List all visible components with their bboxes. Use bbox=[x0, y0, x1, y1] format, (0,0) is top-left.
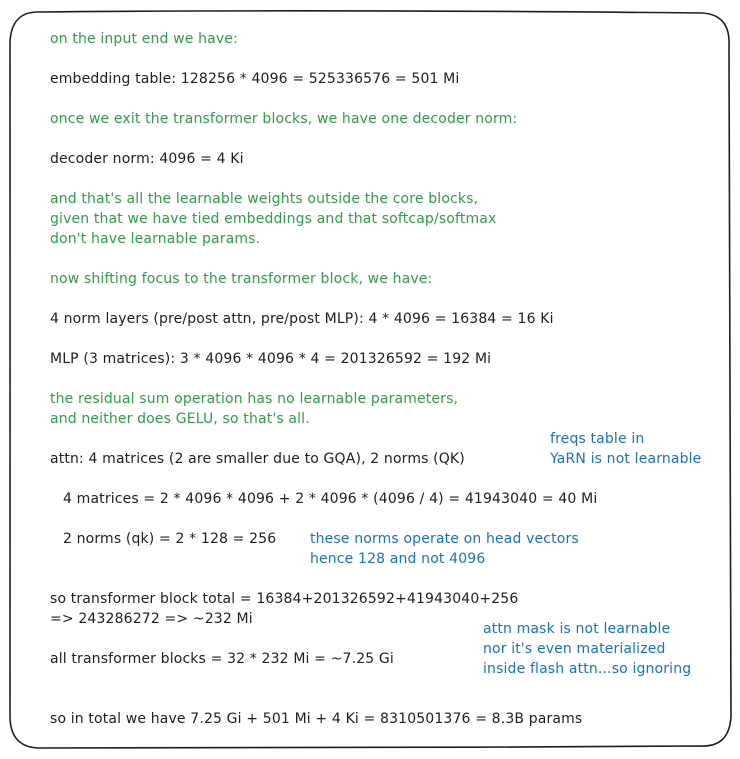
attn-line: attn: 4 matrices (2 are smaller due to GQA), 2 norms (QK) bbox=[50, 451, 465, 467]
note-learnable-2: given that we have tied embeddings and that softcap/softmax bbox=[50, 211, 497, 227]
qk-norms-line: 2 norms (qk) = 2 * 128 = 256 bbox=[63, 531, 277, 547]
note-attn-mask-3: inside flash attn...so ignoring bbox=[483, 661, 692, 677]
note-head-vectors-2: hence 128 and not 4096 bbox=[310, 551, 486, 567]
norm-layers-line: 4 norm layers (pre/post attn, pre/post MLP): 4 * 4096 = 16384 = 16 Ki bbox=[50, 311, 554, 327]
note-attn-mask-2: nor it's even materialized bbox=[483, 641, 666, 657]
note-residual-1: the residual sum operation has no learnable parameters, bbox=[50, 391, 459, 407]
note-input-end: on the input end we have: bbox=[50, 31, 238, 47]
mlp-line: MLP (3 matrices): 3 * 4096 * 4096 * 4 = 201326592 = 192 Mi bbox=[50, 351, 492, 367]
note-shift-focus: now shifting focus to the transformer block, we have: bbox=[50, 271, 433, 287]
note-learnable-1: and that's all the learnable weights outside the core blocks, bbox=[50, 191, 479, 207]
note-head-vectors-1: these norms operate on head vectors bbox=[310, 531, 579, 547]
attn-matrices-line: 4 matrices = 2 * 4096 * 4096 + 2 * 4096 * (4096 / 4) = 41943040 = 40 Mi bbox=[63, 491, 598, 507]
block-total-line-1: so transformer block total = 16384+201326592+41943040+256 bbox=[50, 591, 519, 607]
decoder-norm-line: decoder norm: 4096 = 4 Ki bbox=[50, 151, 244, 167]
note-learnable-3: don't have learnable params. bbox=[50, 231, 261, 247]
block-total-line-2: => 243286272 => ~232 Mi bbox=[50, 611, 253, 627]
all-blocks-line: all transformer blocks = 32 * 232 Mi = ~7.25 Gi bbox=[50, 651, 394, 667]
embedding-table-line: embedding table: 128256 * 4096 = 525336576 = 501 Mi bbox=[50, 71, 460, 87]
note-exit-blocks: once we exit the transformer blocks, we have one decoder norm: bbox=[50, 111, 518, 127]
grand-total-line: so in total we have 7.25 Gi + 501 Mi + 4 Ki = 8310501376 = 8.3B params bbox=[50, 711, 583, 727]
note-freqs-2: YaRN is not learnable bbox=[550, 451, 702, 467]
note-freqs-1: freqs table in bbox=[550, 431, 645, 447]
note-residual-2: and neither does GELU, so that's all. bbox=[50, 411, 310, 427]
note-attn-mask-1: attn mask is not learnable bbox=[483, 621, 671, 637]
